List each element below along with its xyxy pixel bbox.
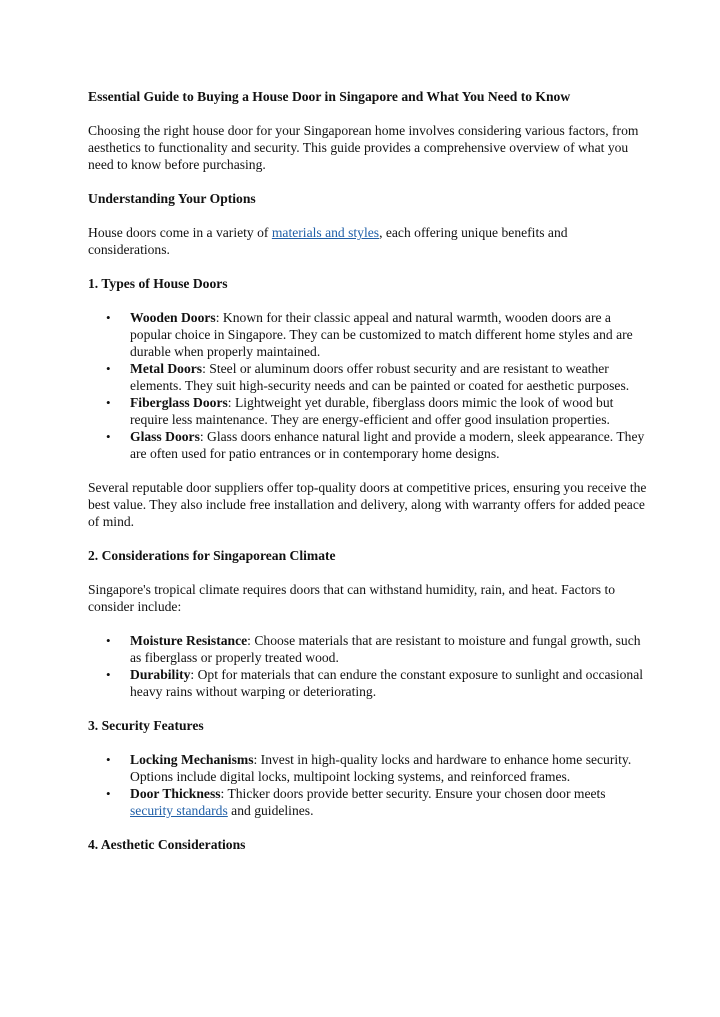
document-page: [88, 88, 648, 853]
security-standards-link[interactable]: security standards: [130, 803, 228, 818]
bullet-icon: •: [106, 667, 111, 682]
document-title: Essential Guide to Buying a House Door in Singapore and What You Need to Know: [88, 89, 571, 104]
list-item-text: : Opt for materials that can endure the constant exposure to sunlight and occasional heavy rains without warping or deteriorating.: [130, 667, 644, 699]
list-item: [106, 632, 648, 666]
options-text-before: House doors come in a variety of: [88, 225, 272, 240]
climate-list: [88, 632, 648, 700]
list-item-term: Moisture Resistance: [130, 633, 248, 648]
options-heading: Understanding Your Options: [88, 191, 256, 206]
list-item: [106, 428, 648, 462]
bullet-icon: •: [106, 361, 111, 376]
list-item-term: Glass Doors: [130, 429, 200, 444]
bullet-icon: •: [106, 429, 111, 444]
bullet-icon: •: [106, 310, 111, 325]
security-list: [88, 751, 648, 819]
section4-heading: 4. Aesthetic Considerations: [88, 837, 246, 852]
options-text-after: , each offering unique benefits and considerations.: [88, 225, 568, 257]
bullet-icon: •: [106, 752, 111, 767]
bullet-icon: •: [106, 395, 111, 410]
door-types-list: [88, 309, 648, 462]
intro-paragraph: Choosing the right house door for your Singaporean home involves considering various factors, from aesthetics to functionality and security. This guide provides a comprehensive overview of what you need to know before purchasing.: [88, 123, 639, 172]
list-item: [106, 309, 648, 360]
list-item-text: : Invest in high-quality locks and hardware to enhance home security. Options include digital locks, multipoint locking systems, and reinforced frames.: [130, 752, 632, 784]
list-item: [106, 360, 648, 394]
climate-paragraph: Singapore's tropical climate requires doors that can withstand humidity, rain, and heat. Factors to consider include:: [88, 582, 616, 614]
list-item-term: Wooden Doors: [130, 310, 216, 325]
bullet-icon: •: [106, 786, 111, 801]
list-item: [106, 785, 648, 819]
list-item-term: Metal Doors: [130, 361, 203, 376]
list-item: [106, 394, 648, 428]
list-item-text: : Known for their classic appeal and natural warmth, wooden doors are a popular choice in Singapore. They can be customized to match different home styles and are durable when properly maintained.: [130, 310, 633, 359]
options-paragraph: [88, 224, 648, 258]
list-item-text: : Glass doors enhance natural light and provide a modern, sleek appearance. They are often used for patio entrances or in contemporary home designs.: [130, 429, 645, 461]
list-item: [106, 666, 648, 700]
section2-heading: 2. Considerations for Singaporean Climate: [88, 548, 336, 563]
materials-and-styles-link[interactable]: materials and styles: [271, 225, 380, 240]
list-item: [106, 751, 648, 785]
section3-heading: 3. Security Features: [88, 718, 204, 733]
list-item-text: : Choose materials that are resistant to moisture and fungal growth, such as fiberglass or properly treated wood.: [130, 633, 641, 665]
list-item-term: Door Thickness: [130, 786, 221, 801]
list-item-text: : Lightweight yet durable, fiberglass doors mimic the look of wood but require less maintenance. They are energy-efficient and offer good insulation properties.: [130, 395, 614, 427]
list-item-term: Locking Mechanisms: [130, 752, 254, 767]
suppliers-paragraph: Several reputable door suppliers offer top-quality doors at competitive prices, ensuring you receive the best value. They also include free installation and delivery, along with warranty offers for added peace of mind.: [88, 480, 647, 529]
list-item-text-after: and guidelines.: [227, 803, 314, 818]
bullet-icon: •: [106, 633, 111, 648]
list-item-text: : Steel or aluminum doors offer robust security and are resistant to weather elements. They suit high-security needs and can be painted or coated for aesthetic purposes.: [130, 361, 630, 393]
list-item-term: Fiberglass Doors: [130, 395, 228, 410]
list-item-text-before: : Thicker doors provide better security. Ensure your chosen door meets: [220, 786, 606, 801]
section1-heading: 1. Types of House Doors: [88, 276, 228, 291]
list-item-term: Durability: [130, 667, 191, 682]
